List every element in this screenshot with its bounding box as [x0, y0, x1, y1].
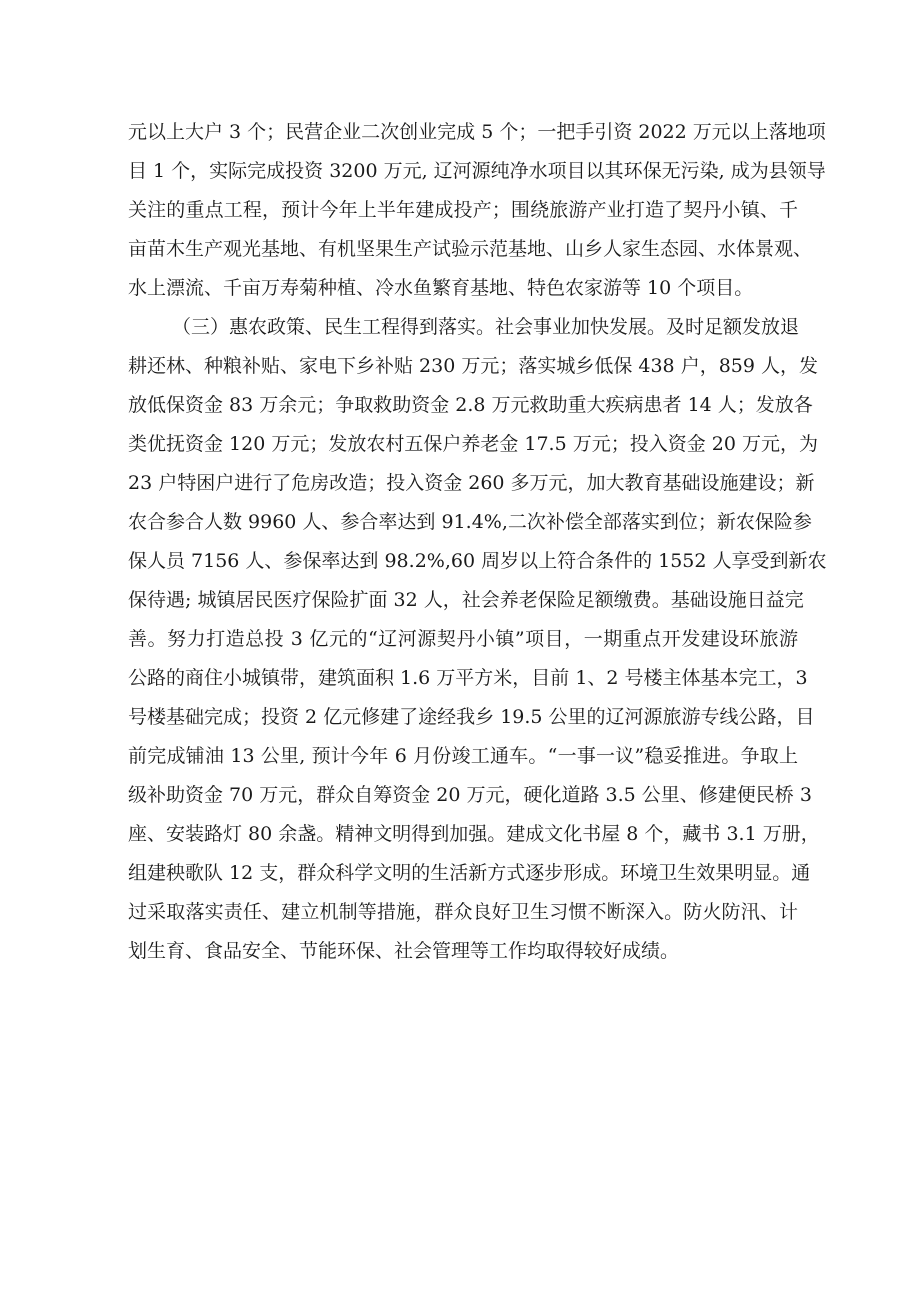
text-line: 保人员 7156 人、参保率达到 98.2%,60 周岁以上符合条件的 1552 人享受到新农	[128, 550, 827, 572]
text-line: 元以上大户 3 个；民营企业二次创业完成 5 个；一把手引资 2022 万元以上落地项	[128, 121, 826, 143]
text-line: 级补助资金 70 万元，群众自筹资金 20 万元，硬化道路 3.5 公里、修建便民桥 3	[128, 784, 812, 806]
text-line: 农合参合人数 9960 人、参合率达到 91.4%,二次补偿全部落实到位；新农保险参	[128, 511, 812, 533]
text-line: 组建秧歌队 12 支，群众科学文明的生活新方式逐步形成。环境卫生效果明显。通	[128, 862, 811, 884]
text-line: 号楼基础完成；投资 2 亿元修建了途经我乡 19.5 公里的辽河源旅游专线公路，目	[128, 706, 815, 728]
text-line: 保待遇; 城镇居民医疗保险扩面 32 人，社会养老保险足额缴费。基础设施日益完	[128, 589, 804, 611]
section-heading-line: （三）惠农政策、民生工程得到落实。社会事业加快发展。及时足额发放退	[172, 316, 800, 338]
text-line: 水上漂流、千亩万寿菊种植、冷水鱼繁育基地、特色农家游等 10 个项目。	[128, 277, 754, 299]
text-line: 善。努力打造总投 3 亿元的“辽河源契丹小镇”项目，一期重点开发建设环旅游	[128, 628, 798, 650]
text-line: 座、安装路灯 80 余盏。精神文明得到加强。建成文化书屋 8 个，藏书 3.1 万册，	[128, 823, 820, 845]
text-line: 关注的重点工程，预计今年上半年建成投产；围绕旅游产业打造了契丹小镇、千	[128, 199, 798, 221]
text-line: 前完成铺油 13 公里, 预计今年 6 月份竣工通车。“一事一议”稳妥推进。争取上	[128, 745, 798, 767]
text-line: 23 户特困户进行了危房改造；投入资金 260 多万元，加大教育基础设施建设；新	[128, 472, 815, 494]
text-line: 目 1 个，实际完成投资 3200 万元, 辽河源纯净水项目以其环保无污染, 成为县领导	[128, 160, 826, 182]
text-line: 类优抚资金 120 万元；发放农村五保户养老金 17.5 万元；投入资金 20 万元，为	[128, 433, 818, 455]
text-line: 公路的商住小城镇带，建筑面积 1.6 万平方米，目前 1、2 号楼主体基本完工，3	[128, 667, 808, 689]
text-line: 耕还林、种粮补贴、家电下乡补贴 230 万元；落实城乡低保 438 户，859 人，发	[128, 355, 818, 377]
text-line: 划生育、食品安全、节能环保、社会管理等工作均取得较好成绩。	[128, 940, 680, 962]
text-line: 放低保资金 83 万余元；争取救助资金 2.8 万元救助重大疾病患者 14 人；发放各	[128, 394, 813, 416]
text-line: 过采取落实责任、建立机制等措施，群众良好卫生习惯不断深入。防火防汛、计	[128, 901, 798, 923]
text-line: 亩苗木生产观光基地、有机坚果生产试验示范基地、山乡人家生态园、水体景观、	[128, 238, 813, 260]
